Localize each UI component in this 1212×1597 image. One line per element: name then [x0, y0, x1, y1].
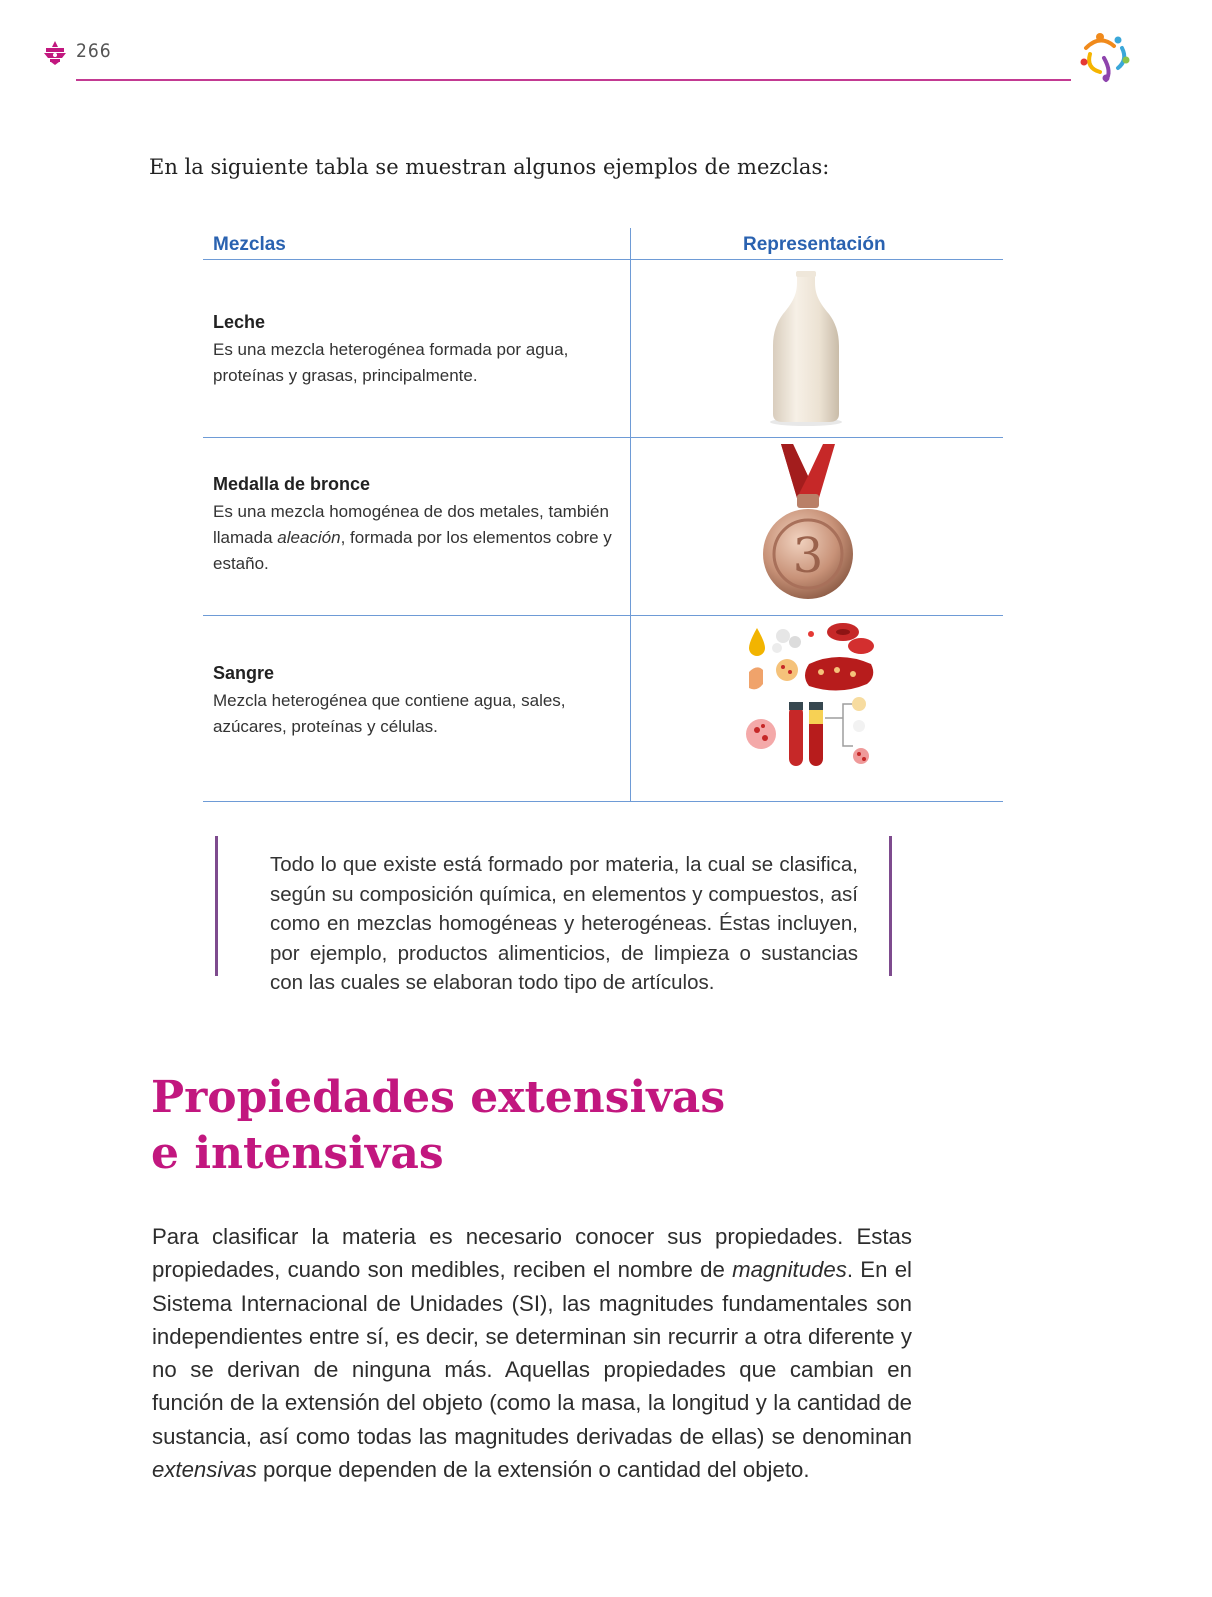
section-heading: Propiedades extensivas e intensivas — [151, 1072, 726, 1179]
row-desc-medalla: Es una mezcla homogénea de dos metales, también llamada aleación, formada por los elementos cobre y estaño. — [213, 502, 612, 573]
table-rule — [203, 437, 1003, 438]
table-header-representacion: Representación — [743, 234, 886, 255]
table-column-divider — [630, 228, 631, 802]
header-ornament-icon — [42, 40, 68, 66]
table-rule — [203, 615, 1003, 616]
row-title-medalla: Medalla de bronce — [213, 474, 371, 494]
colorful-people-logo-icon — [1078, 32, 1134, 84]
milk-bottle-icon — [761, 270, 851, 428]
row-desc-sangre: Mezcla heterogénea que contiene agua, sales, azúcares, proteínas y células. — [213, 691, 566, 736]
table-header-mezclas: Mezclas — [213, 234, 286, 255]
table-rule — [203, 801, 1003, 802]
row-desc-leche: Es una mezcla heterogénea formada por agua, proteínas y grasas, principalmente. — [213, 340, 569, 385]
mixtures-table — [203, 228, 1003, 802]
page-number: 266 — [76, 40, 112, 62]
table-rule — [203, 259, 1003, 260]
summary-note: Todo lo que existe está formado por materia, la cual se clasifica, según su composición química, en elementos y compuestos, así como en mezclas homogéneas y heterogéneas. Éstas incluyen, por ejemplo, productos alimenticios, de limpieza o sustancias con las cuales se elaboran todo tipo de artículos. — [270, 853, 858, 994]
medal-number: 3 — [792, 528, 824, 584]
bronze-medal-icon — [753, 442, 863, 604]
blood-components-icon — [743, 622, 878, 774]
body-paragraph: Para clasificar la materia es necesario conocer sus propiedades. Estas propiedades, cuando son medibles, reciben el nombre de magnitudes. En el Sistema Internacional de Unidades (SI), las magnitudes fundamentales son independientes entre sí, es decir, se determinan sin recurrir a otra diferente y no se derivan de ninguna más. Aquellas propiedades que cambian en función de la extensión del objeto (como la masa, la longitud y la cantidad de sustancia, así como todas las magnitudes derivadas de ellas) se denominan extensivas porque dependen de la extensión o cantidad del objeto. — [152, 1224, 912, 1483]
note-left-bar — [215, 836, 218, 976]
intro-text: En la siguiente tabla se muestran algunos ejemplos de mezclas: — [149, 155, 830, 179]
row-title-sangre: Sangre — [213, 663, 275, 683]
note-right-bar — [889, 836, 892, 976]
header-rule — [76, 79, 1071, 81]
row-title-leche: Leche — [213, 312, 266, 332]
